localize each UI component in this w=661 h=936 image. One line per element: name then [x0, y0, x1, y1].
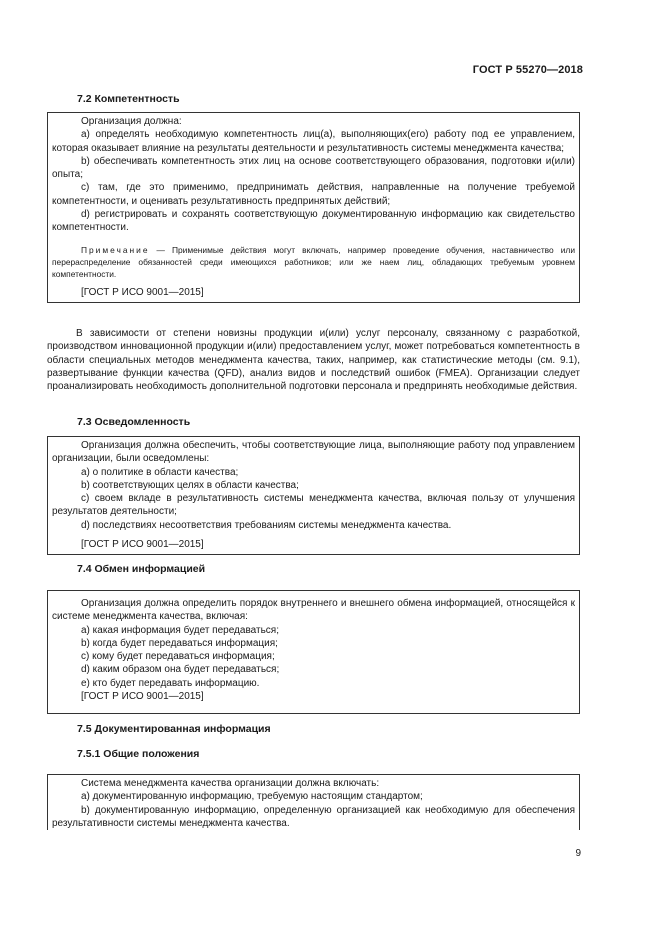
quote-box-7-2	[47, 112, 580, 303]
list-item: c) кому будет передаваться информация;	[81, 651, 275, 663]
body-paragraph-7-2	[47, 327, 580, 393]
list-item: a) документированную информацию, требуемую настоящим стандартом;	[81, 791, 423, 803]
note-label: Примечание	[81, 244, 150, 255]
box-intro: Организация должна определить порядок внутреннего и внешнего обмена информацией, относящейся к системе менеджмента качества, включая:	[52, 598, 575, 623]
section-heading-7-5: 7.5 Документированная информация	[77, 723, 271, 735]
box-intro: Организация должна:	[81, 116, 182, 127]
list-item: d) каким образом она будет передаваться;	[81, 664, 280, 676]
quote-box-7-3	[47, 436, 580, 555]
quote-box-7-4	[47, 590, 580, 714]
list-item: a) определять необходимую компетентность лиц(а), выполняющих(его) работу под ее управлением, которая оказывает влияние на результаты деятельности и результативность системы менеджмента качества;	[52, 129, 575, 154]
list-item: b) обеспечивать компетентность этих лиц на основе соответствующего образования, подготовки и(или) опыта;	[52, 155, 575, 181]
source-reference: [ГОСТ Р ИСО 9001—2015]	[81, 539, 204, 551]
list-item: c) своем вкладе в результативность системы менеджмента качества, включая пользу от улучшения результатов деятельности;	[52, 493, 575, 518]
list-item: d) последствиях несоответствия требованиям системы менеджмента качества.	[81, 519, 452, 531]
list-item: b) когда будет передаваться информация;	[81, 637, 278, 649]
quote-box-7-5-1	[47, 774, 580, 830]
source-reference: [ГОСТ Р ИСО 9001—2015]	[81, 286, 204, 298]
source-reference: [ГОСТ Р ИСО 9001—2015]	[81, 691, 204, 703]
section-heading-7-5-1: 7.5.1 Общие положения	[77, 748, 200, 760]
box-intro: Система менеджмента качества организации должна включать:	[81, 778, 380, 789]
note	[52, 244, 575, 281]
list-item: e) кто будет передавать информацию.	[81, 677, 260, 689]
list-item: a) какая информация будет передаваться;	[81, 624, 279, 636]
list-item: b) соответствующих целях в области качества;	[81, 479, 299, 491]
list-item: c) там, где это применимо, предпринимать действия, направленные на получение требуемой компетентности, и оценивать результативность предпринятых действий;	[52, 182, 575, 207]
paragraph-text: В зависимости от степени новизны продукции и(или) услуг персоналу, связанному с разработкой, производством инновационной продукции и(или) предоставлением услуг, может потребоваться компетентность в области специальных методов менеджмента качества, таких, например, как статистические методы (см. 9.1), развертывание функции качества (QFD), анализ видов и последствий ошибок (FMEA). Организации следует проанализировать необходимость дополнительной подготовки персонала и предпринять необходимые действия.	[47, 328, 580, 393]
page-number: 9	[575, 848, 581, 859]
section-heading-7-2: 7.2 Компетентность	[77, 93, 180, 105]
section-heading-7-3: 7.3 Осведомленность	[77, 416, 191, 428]
section-heading-7-4: 7.4 Обмен информацией	[77, 563, 206, 575]
document-code: ГОСТ Р 55270—2018	[472, 64, 583, 76]
box-intro: Организация должна обеспечить, чтобы соответствующие лица, выполняющие работу под управлением организации, были осведомлены:	[52, 440, 575, 465]
list-item: a) о политике в области качества;	[81, 466, 239, 478]
list-item: b) документированную информацию, определенную организацией как необходимую для обеспечения результативности системы менеджмента качества.	[52, 804, 575, 829]
note-text: — Применимые действия могут включать, например проведение обучения, наставничество или перераспределение обязанностей среди имеющихся работников; или же наем лиц, обладающих требуемым уровнем компетентности.	[52, 244, 575, 280]
list-item: d) регистрировать и сохранять соответствующую документированную информацию как свидетельство компетентности.	[52, 209, 575, 234]
